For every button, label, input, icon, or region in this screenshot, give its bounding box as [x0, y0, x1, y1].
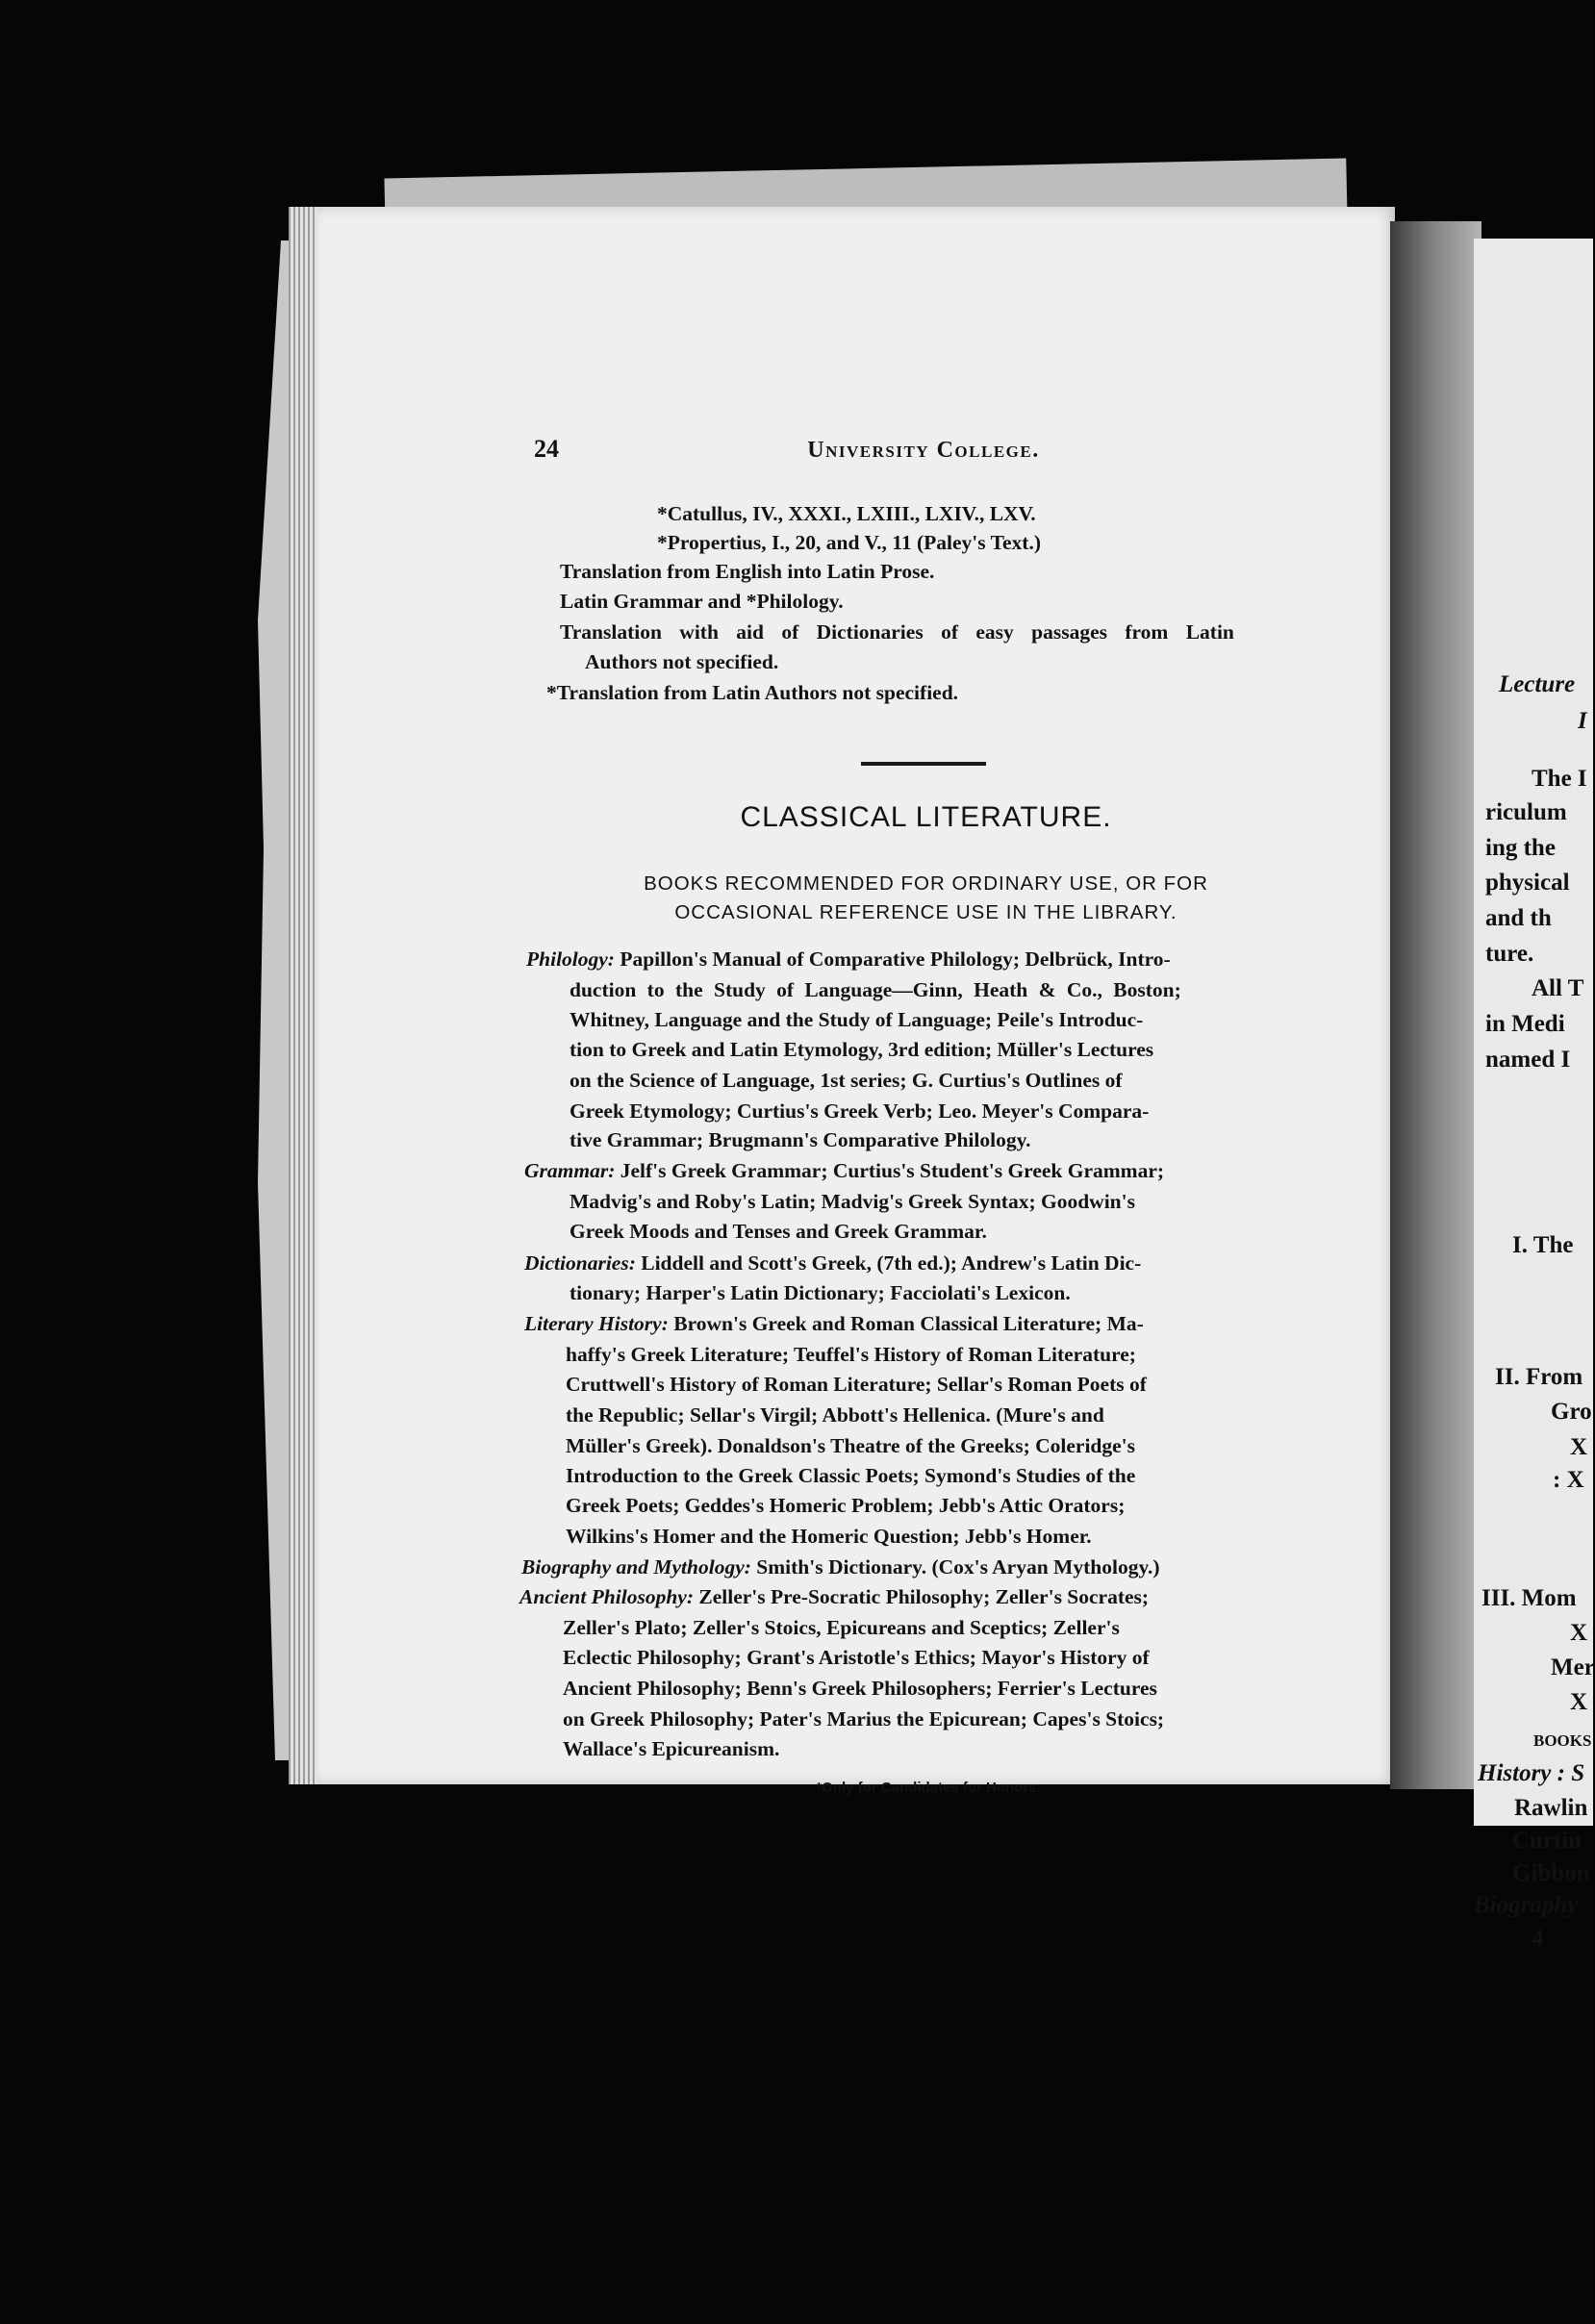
text-line: Madvig's and Roby's Latin; Madvig's Greek Syntax; Goodwin's [570, 1190, 1135, 1213]
page-content [317, 207, 1395, 1796]
text-line: *Translation from Latin Authors not specified. [546, 681, 959, 704]
text-line: the Republic; Sellar's Virgil; Abbott's Hellenica. (Mure's and [566, 1403, 1104, 1427]
section-title: CLASSICAL LITERATURE. [740, 801, 1112, 833]
facing-line: in Medi [1485, 1011, 1565, 1037]
text-line: *Propertius, I., 20, and V., 11 (Paley's Text.) [657, 531, 1041, 554]
facing-line: X [1570, 1434, 1588, 1460]
running-head: University College. [807, 438, 1040, 463]
text-line: Greek Moods and Tenses and Greek Grammar. [570, 1220, 987, 1243]
facing-line: 4 [1532, 1926, 1544, 1952]
text-line: Greek Etymology; Curtius's Greek Verb; Leo. Meyer's Compara- [570, 1099, 1150, 1123]
text-line: on the Science of Language, 1st series; G. Curtius's Outlines of [570, 1069, 1123, 1092]
text-line: Translation with aid of Dictionaries of easy passages from Latin [560, 620, 1234, 644]
entry-label: Philology: [526, 947, 615, 971]
facing-line: Biography [1474, 1892, 1579, 1918]
facing-line: I. The [1512, 1232, 1574, 1258]
text-line: Müller's Greek). Donaldson's Theatre of the Greeks; Coleridge's [566, 1434, 1136, 1457]
facing-page [1474, 239, 1595, 1952]
facing-line: II. From [1495, 1364, 1583, 1390]
text-line: *Catullus, IV., XXXI., LXIII., LXIV., LXV. [657, 502, 1036, 525]
footnote: *Only for Candidates for Honors. [816, 1780, 1041, 1796]
facing-line: All T [1532, 975, 1584, 1001]
text-line: haffy's Greek Literature; Teuffel's History of Roman Literature; [566, 1343, 1136, 1366]
text-line: Latin Grammar and *Philology. [560, 590, 844, 613]
subheading-line: BOOKS RECOMMENDED FOR ORDINARY USE, OR FOR [644, 872, 1208, 895]
facing-line: III. Mom [1481, 1585, 1577, 1611]
entry-text: Zeller's Pre-Socratic Philosophy; Zeller's Socrates; [698, 1585, 1150, 1608]
entry-text: Smith's Dictionary. (Cox's Aryan Mythology.) [756, 1555, 1160, 1579]
facing-line: riculum [1485, 799, 1567, 825]
entry-label: Grammar: [524, 1159, 616, 1182]
section-rule [861, 762, 986, 766]
text-line: Translation from English into Latin Prose. [560, 560, 935, 583]
facing-line: Gro [1551, 1399, 1592, 1425]
facing-line: physical [1485, 870, 1570, 896]
entry-text: Brown's Greek and Roman Classical Literature; Ma- [673, 1312, 1144, 1335]
page-number: 24 [534, 435, 559, 463]
text-line: tion to Greek and Latin Etymology, 3rd edition; Müller's Lectures [570, 1038, 1154, 1061]
entry-biography-mythology [521, 1555, 1160, 1579]
facing-line: ture. [1485, 941, 1534, 967]
entry-label: Ancient Philosophy: [519, 1585, 694, 1608]
entry-literary-history [524, 1312, 1144, 1336]
text-line: on Greek Philosophy; Pater's Marius the Epicurean; Capes's Stoics; [563, 1707, 1165, 1730]
facing-line: ing the [1485, 835, 1556, 861]
subheading-line: OCCASIONAL REFERENCE USE IN THE LIBRARY. [674, 901, 1177, 923]
entry-label: Dictionaries: [524, 1251, 636, 1275]
book-gutter [1390, 221, 1481, 1789]
facing-line: Rawlin [1514, 1795, 1588, 1821]
text-line: Zeller's Plato; Zeller's Stoics, Epicureans and Sceptics; Zeller's [563, 1616, 1120, 1639]
text-line: Introduction to the Greek Classic Poets; Symond's Studies of the [566, 1464, 1136, 1487]
entry-text: Jelf's Greek Grammar; Curtius's Student's Greek Grammar; [620, 1159, 1165, 1182]
entry-label: Biography and Mythology: [521, 1555, 751, 1579]
text-line: Authors not specified. [585, 650, 779, 673]
text-line: Ancient Philosophy; Benn's Greek Philosophers; Ferrier's Lectures [563, 1677, 1157, 1700]
facing-line: The I [1532, 766, 1587, 792]
facing-line: named I [1485, 1047, 1571, 1073]
entry-text: Liddell and Scott's Greek, (7th ed.); Andrew's Latin Dic- [641, 1251, 1142, 1275]
facing-line: I [1578, 708, 1587, 734]
text-line: tive Grammar; Brugmann's Comparative Philology. [570, 1128, 1031, 1151]
facing-line: Gibbon [1512, 1860, 1590, 1886]
facing-line: History : S [1478, 1760, 1585, 1786]
entry-dictionaries [524, 1251, 1141, 1276]
facing-line: : X [1553, 1467, 1584, 1493]
facing-line: Curtiu [1512, 1828, 1582, 1854]
facing-line: Lecture [1499, 671, 1576, 697]
facing-line: BOOKS [1533, 1731, 1592, 1750]
book-page [317, 207, 1395, 1796]
entry-text: Papillon's Manual of Comparative Philology; Delbrück, Intro- [620, 947, 1171, 971]
facing-line: X [1570, 1620, 1588, 1646]
entry-ancient-philosophy [519, 1585, 1149, 1609]
text-line: Whitney, Language and the Study of Language; Peile's Introduc- [570, 1008, 1144, 1031]
text-line: duction to the Study of Language—Ginn, Heath & Co., Boston; [570, 978, 1181, 1001]
facing-line: and th [1485, 905, 1552, 931]
entry-label: Literary History: [524, 1312, 669, 1335]
facing-line: X [1570, 1689, 1588, 1715]
text-line: Wallace's Epicureanism. [563, 1737, 780, 1760]
entry-grammar [524, 1159, 1164, 1183]
text-line: Cruttwell's History of Roman Literature; Sellar's Roman Poets of [566, 1373, 1147, 1396]
text-line: Wilkins's Homer and the Homeric Question; Jebb's Homer. [566, 1525, 1092, 1548]
text-line: Greek Poets; Geddes's Homeric Problem; Jebb's Attic Orators; [566, 1494, 1126, 1517]
entry-philology [526, 947, 1171, 972]
text-line: tionary; Harper's Latin Dictionary; Facciolati's Lexicon. [570, 1281, 1071, 1304]
text-line: Eclectic Philosophy; Grant's Aristotle's Ethics; Mayor's History of [563, 1646, 1150, 1669]
facing-line: Mer [1551, 1655, 1595, 1680]
